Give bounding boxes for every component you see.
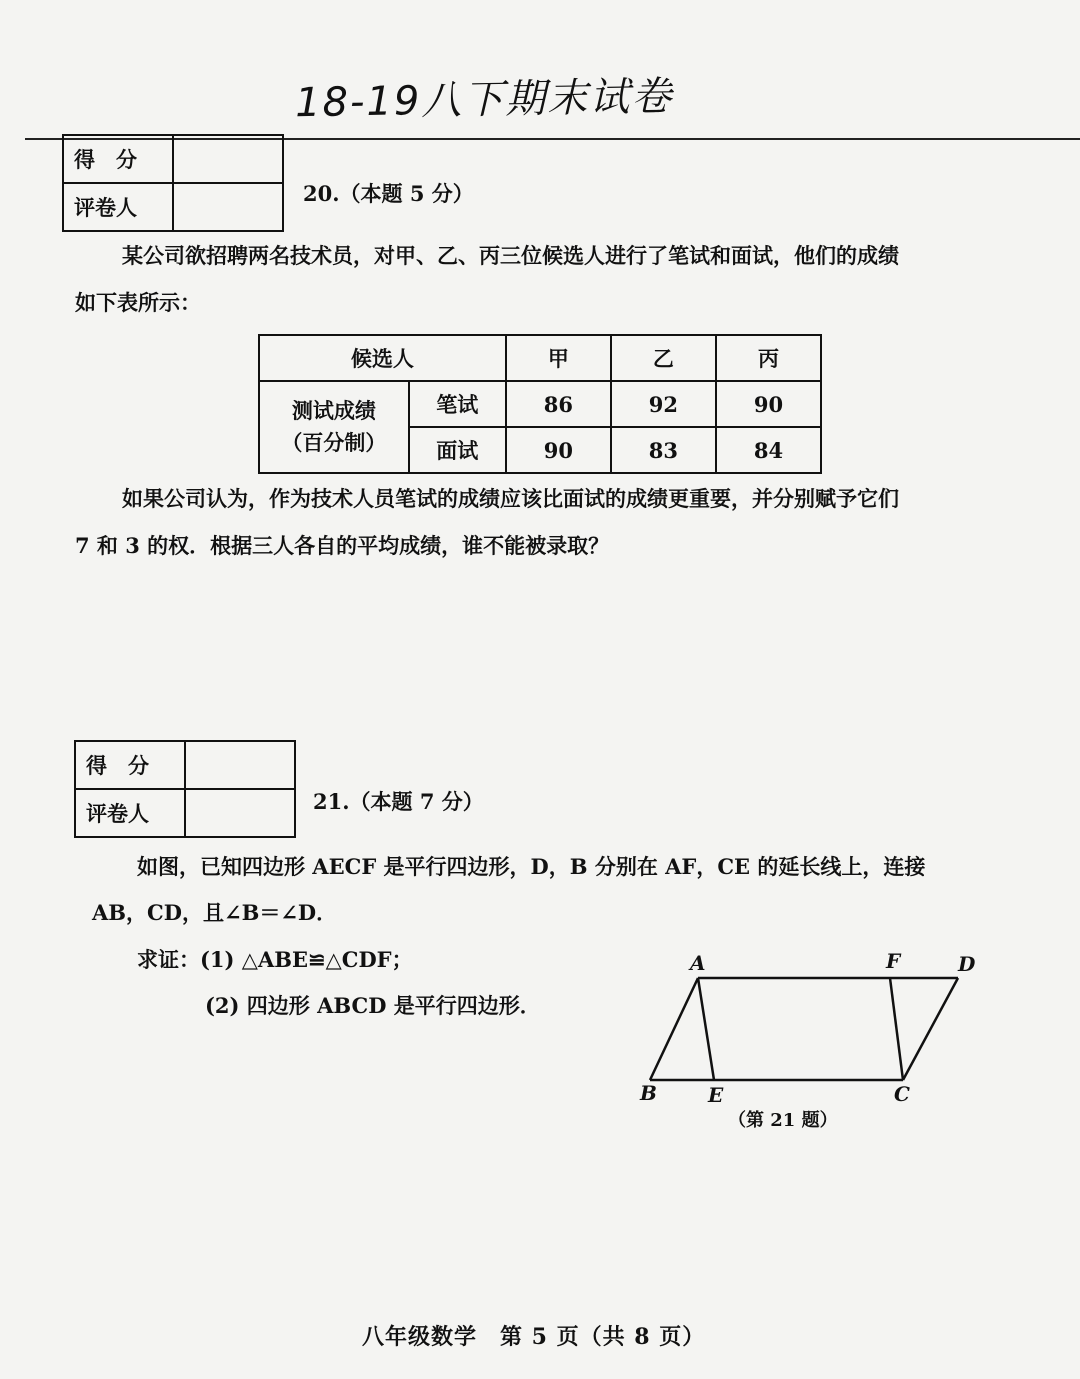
grader-cell[interactable]	[173, 183, 283, 231]
segment-AB	[650, 978, 698, 1080]
table-header-candidate: 丙	[716, 335, 821, 381]
q20-intro-line2: 如下表所示：	[75, 290, 201, 315]
figure-caption: （第 21 题）	[728, 1110, 838, 1131]
handwritten-title: 18-19八下期末试卷	[294, 73, 674, 127]
vertex-label-B: B	[640, 1081, 657, 1105]
table-cell: 92	[611, 381, 716, 427]
page-footer: 八年级数学 第 5 页（共 8 页）	[362, 1324, 706, 1350]
grader-label: 评卷人	[63, 183, 173, 231]
score-label: 得 分	[63, 135, 173, 183]
grader-cell[interactable]	[185, 789, 295, 837]
score-cell[interactable]	[185, 741, 295, 789]
q21-prove1: 求证：(1) △ABE≌△CDF；	[137, 947, 413, 972]
q21-line1: 如图，已知四边形 AECF 是平行四边形，D，B 分别在 AF，CE 的延长线上，连接	[137, 854, 926, 879]
q21-score-box	[74, 740, 296, 838]
grader-label: 评卷人	[75, 789, 185, 837]
q20-score-table	[258, 334, 822, 474]
table-header-candidate: 乙	[611, 335, 716, 381]
q21-line2: AB，CD，且∠B＝∠D．	[92, 900, 338, 925]
table-row-label: 笔试	[409, 381, 506, 427]
q20-question-line1: 如果公司认为，作为技术人员笔试的成绩应该比面试的成绩更重要，并分别赋予它们	[122, 486, 899, 511]
table-row-group-label	[259, 381, 409, 473]
table-cell: 90	[716, 381, 821, 427]
q21-heading: 21.（本题 7 分）	[313, 789, 484, 814]
table-header-candidate: 甲	[506, 335, 611, 381]
segment-DC	[903, 978, 958, 1080]
q21-prove2: (2) 四边形 ABCD 是平行四边形．	[205, 993, 541, 1018]
q20-score-box	[62, 134, 284, 232]
row-group-line2: （百分制）	[281, 430, 387, 455]
segment-FC	[890, 978, 903, 1080]
q20-intro-line1: 某公司欲招聘两名技术员，对甲、乙、丙三位候选人进行了笔试和面试，他们的成绩	[122, 243, 899, 268]
table-cell: 90	[506, 427, 611, 473]
table-row-label: 面试	[409, 427, 506, 473]
vertex-label-A: A	[690, 951, 706, 975]
q20-question-line2: 7 和 3 的权．根据三人各自的平均成绩，谁不能被录取？	[75, 533, 610, 558]
vertex-label-C: C	[894, 1082, 910, 1106]
score-cell[interactable]	[173, 135, 283, 183]
vertex-label-D: D	[958, 952, 976, 976]
table-cell: 86	[506, 381, 611, 427]
table-cell: 83	[611, 427, 716, 473]
vertex-label-E: E	[708, 1083, 724, 1107]
score-label: 得 分	[75, 741, 185, 789]
table-header-label: 候选人	[259, 335, 506, 381]
table-cell: 84	[716, 427, 821, 473]
vertex-label-F: F	[886, 949, 901, 973]
q20-heading: 20.（本题 5 分）	[303, 181, 474, 206]
row-group-line1: 测试成绩	[291, 398, 376, 423]
segment-AE	[698, 978, 714, 1080]
